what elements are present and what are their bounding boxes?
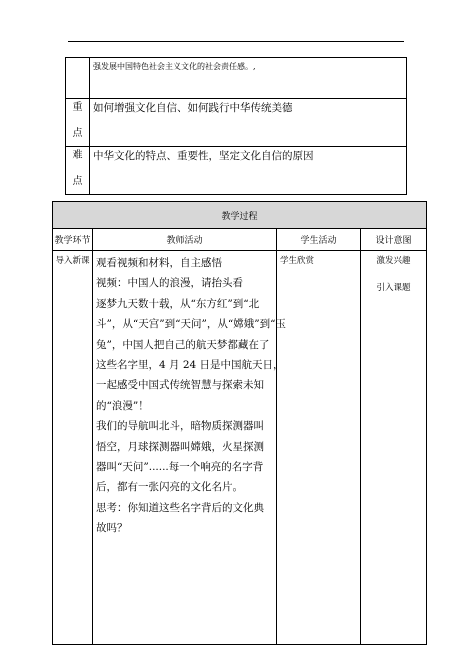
teacher-line: 器叫“天问”......每一个响亮的名字背 bbox=[96, 461, 264, 474]
teacher-activity bbox=[93, 251, 286, 539]
teacher-line: 的“浪漫”！ bbox=[96, 399, 149, 412]
difficulty-text: 中华文化的特点、重要性，坚定文化自信的原因 bbox=[93, 150, 314, 162]
teacher-line: 我们的导航叫北斗，暗物质探测器叫 bbox=[96, 420, 264, 433]
key-points-label-1: 重 bbox=[72, 102, 83, 113]
difficulty-row bbox=[66, 147, 407, 195]
column-header-row bbox=[53, 229, 427, 251]
teacher-line: 悟空，月球探测器叫嫦娥，火星探测 bbox=[96, 440, 264, 453]
key-points-cell bbox=[90, 99, 407, 147]
stage-text: 导入新课 bbox=[55, 256, 90, 266]
student-cell bbox=[277, 251, 361, 645]
design-text-1: 激发兴趣 bbox=[376, 256, 411, 266]
teacher-line: 这些名字里，4 月 24 日是中国航天日， bbox=[96, 359, 284, 372]
difficulty-label-1: 难 bbox=[72, 150, 83, 161]
teacher-line: 观看视频和材料，自主感悟 bbox=[96, 257, 222, 269]
process-title: 教学过程 bbox=[53, 202, 427, 229]
key-points-label-cell bbox=[66, 99, 90, 147]
objectives-table bbox=[65, 57, 407, 195]
teacher-line: 故吗？ bbox=[96, 522, 128, 535]
header-design: 设计意图 bbox=[361, 229, 427, 251]
design-cell bbox=[361, 251, 427, 645]
goal-label-cell bbox=[66, 58, 90, 99]
teacher-cell bbox=[93, 251, 286, 645]
difficulty-label-cell bbox=[66, 147, 90, 195]
teaching-process-table bbox=[52, 201, 427, 645]
teacher-line: 思考：你知道这些名字背后的文化典 bbox=[96, 501, 264, 514]
header-teacher: 教师活动 bbox=[93, 229, 277, 251]
difficulty-cell bbox=[90, 147, 407, 195]
header-rule bbox=[68, 41, 404, 42]
goal-row bbox=[66, 58, 407, 99]
header-stage: 教学环节 bbox=[53, 229, 93, 251]
goal-text: 强发展中国特色社会主义文化的社会责任感。, bbox=[93, 62, 256, 71]
teacher-line: 一起感受中国式传统智慧与探索未知 bbox=[96, 379, 264, 392]
key-points-row bbox=[66, 99, 407, 147]
teacher-line: 逐梦九天数十载，从“东方红”到“北 bbox=[96, 297, 260, 310]
process-title-row bbox=[53, 202, 427, 229]
stage-cell bbox=[53, 251, 93, 645]
intro-row bbox=[53, 251, 427, 645]
header-student: 学生活动 bbox=[277, 229, 361, 251]
goal-cell bbox=[90, 58, 407, 99]
teacher-line: 兔”，中国人把自己的航天梦都藏在了 bbox=[96, 338, 270, 351]
difficulty-label-2: 点 bbox=[72, 176, 83, 187]
key-points-label-2: 点 bbox=[72, 128, 83, 139]
design-text-2: 引入课题 bbox=[376, 283, 411, 293]
key-points-text: 如何增强文化自信、如何践行中华传统美德 bbox=[93, 102, 293, 114]
teacher-line: 视频：中国人的浪漫，请抬头看 bbox=[96, 277, 243, 290]
student-text: 学生欣赏 bbox=[280, 256, 315, 266]
teacher-line: 后，都有一张闪亮的文化名片。 bbox=[96, 481, 243, 494]
teacher-line: 斗”，从“天宫”到“天问”，从“嫦娥”到“玉 bbox=[96, 318, 286, 331]
